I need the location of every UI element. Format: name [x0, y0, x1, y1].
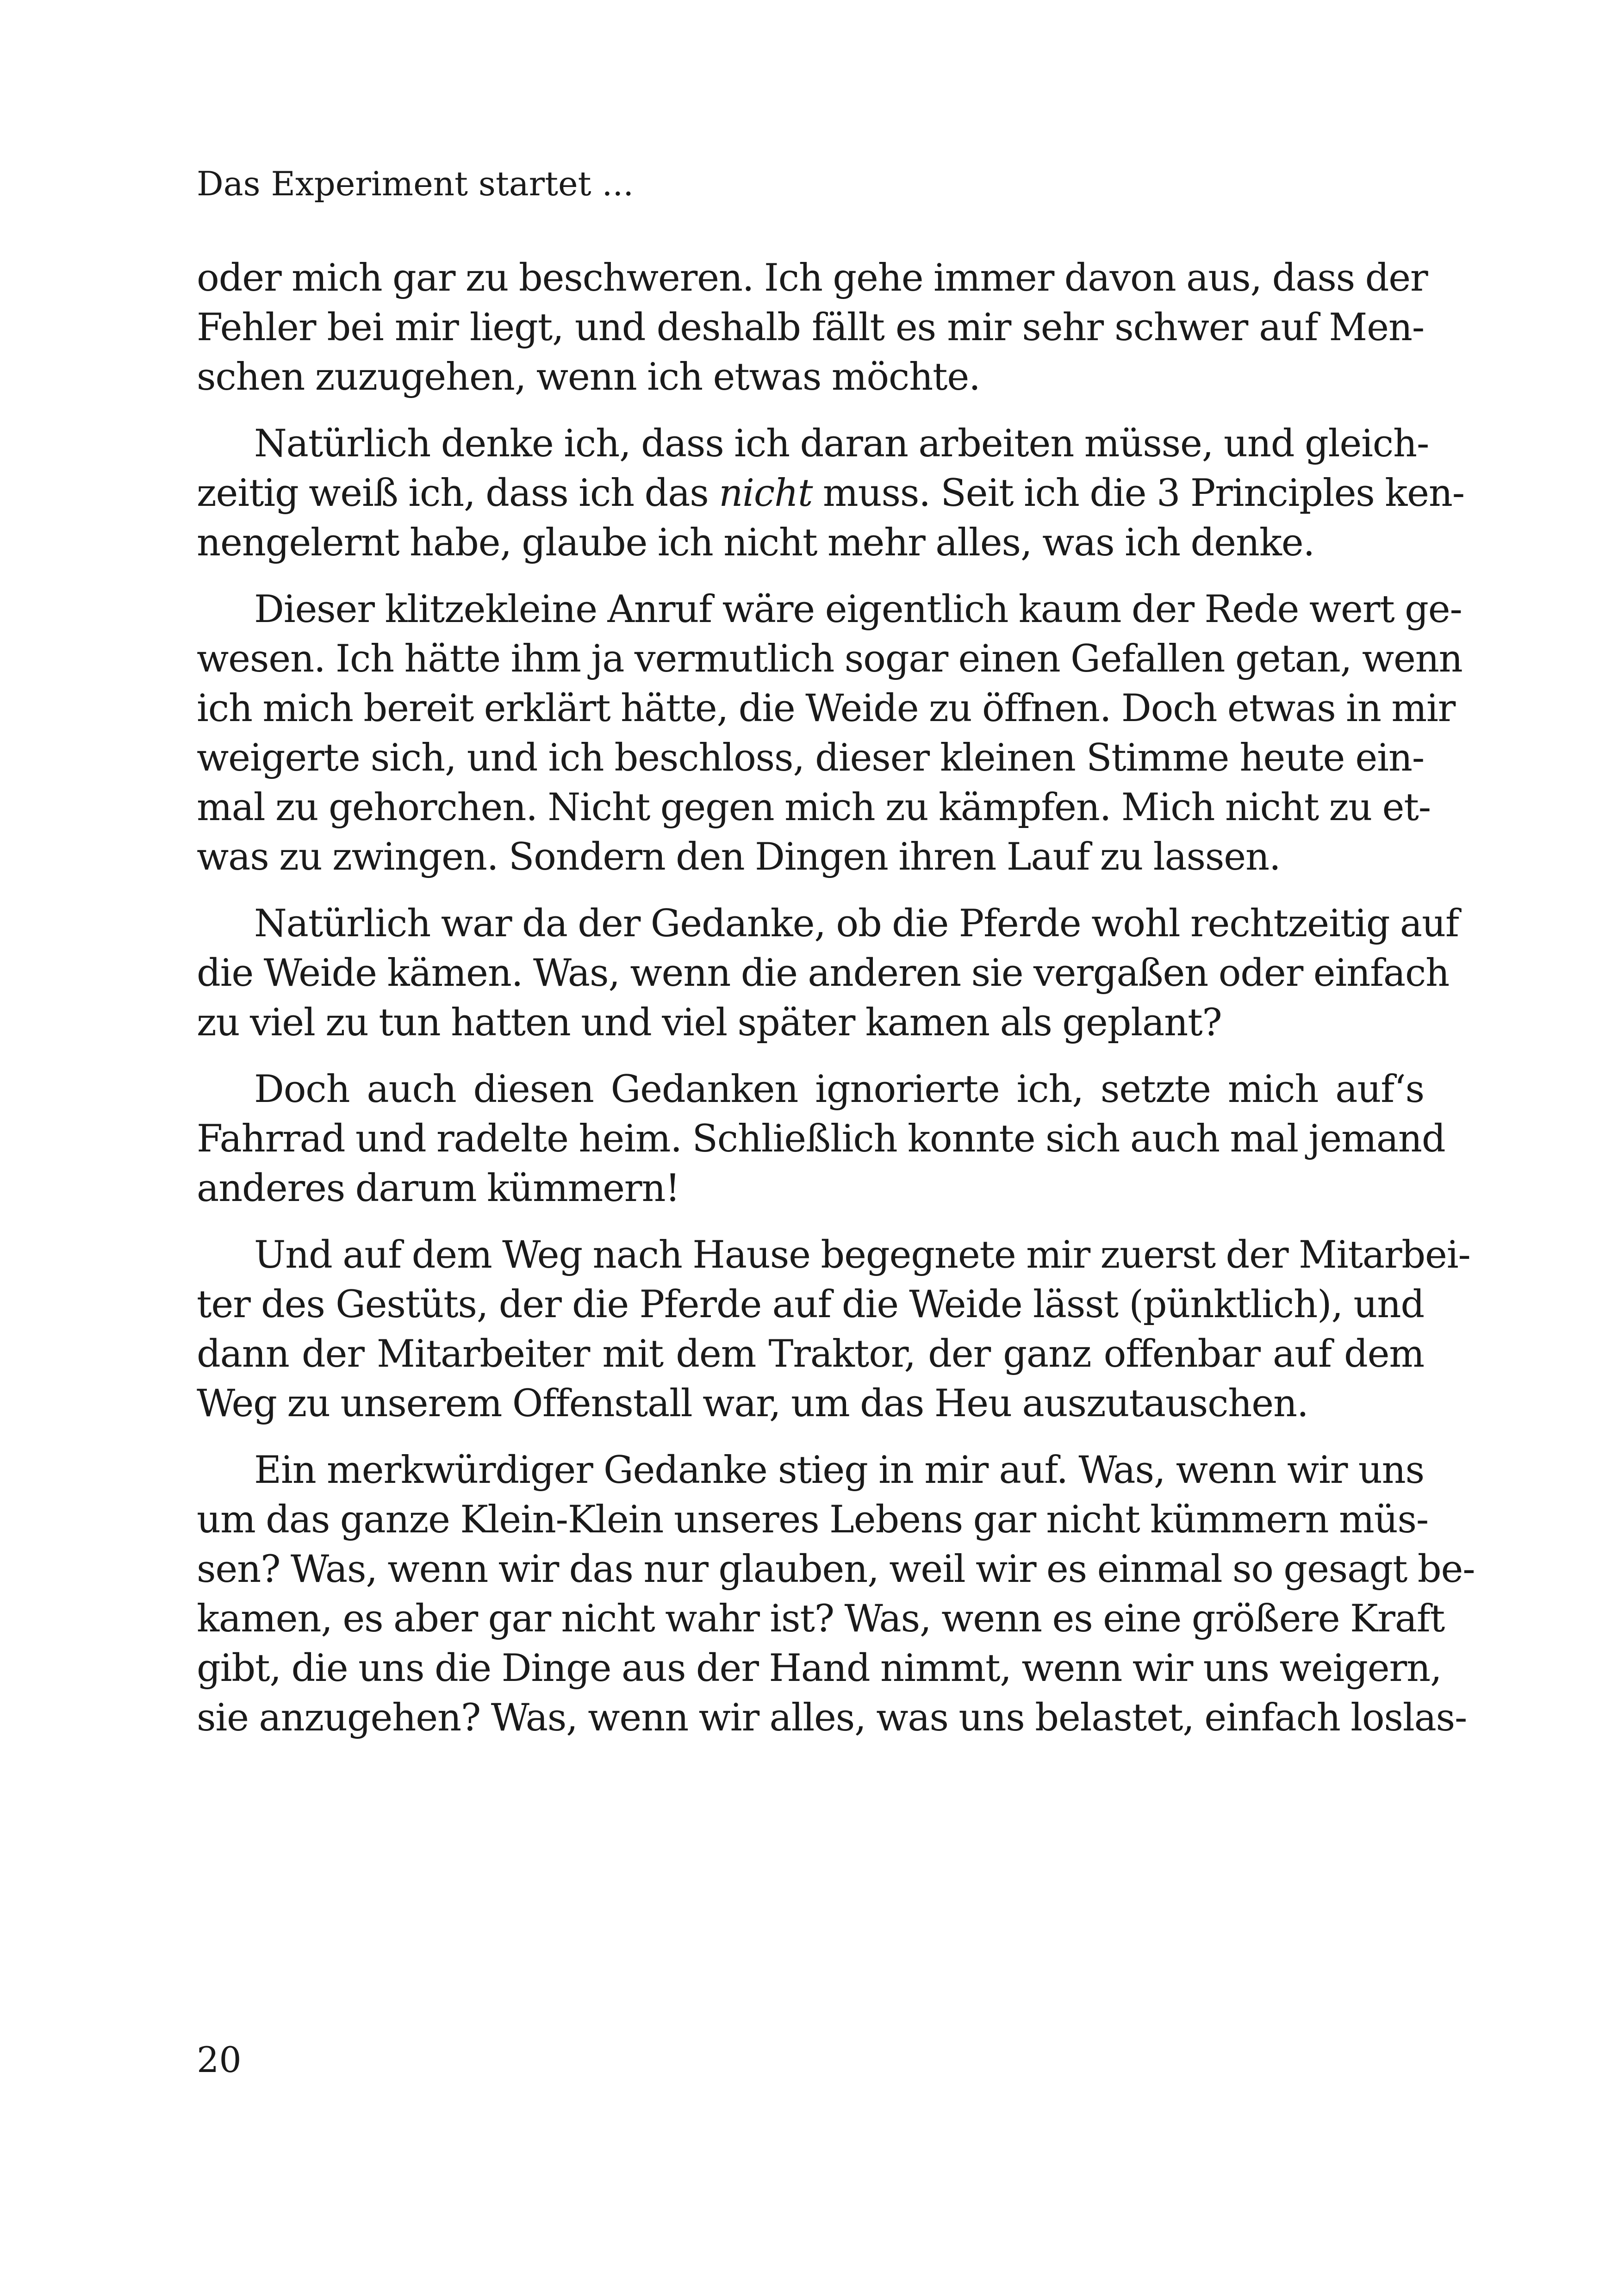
- paragraph-7: [197, 1446, 1475, 1743]
- text-line: Weg zu unserem Offenstall war, um das Heu auszutauschen.: [197, 1382, 1308, 1425]
- text-line: Doch auch diesen Gedanken ignorierte ich, setzte mich auf‘s: [254, 1068, 1424, 1111]
- text-line: oder mich gar zu beschweren. Ich gehe immer davon aus, dass der: [197, 256, 1428, 300]
- text-line: dann der Mitarbeiter mit dem Traktor, der ganz offenbar auf dem: [197, 1332, 1424, 1376]
- text-line-with-emphasis: [197, 469, 1464, 518]
- paragraph-3: [197, 585, 1462, 882]
- running-head: Das Experiment startet ...: [197, 164, 634, 203]
- text-line: ich mich bereit erklärt hätte, die Weide zu öffnen. Doch etwas in mir: [197, 687, 1456, 730]
- text-line: was zu zwingen. Sondern den Dingen ihren Lauf zu lassen.: [197, 835, 1281, 879]
- text-line: mal zu gehorchen. Nicht gegen mich zu kämpfen. Mich nicht zu et-: [197, 786, 1431, 829]
- text-line: weigerte sich, und ich beschloss, dieser kleinen Stimme heute ein-: [197, 736, 1424, 780]
- text-line: Natürlich denke ich, dass ich daran arbeiten müsse, und gleich-: [254, 422, 1429, 466]
- text-line: Ein merkwürdiger Gedanke stieg in mir auf. Was, wenn wir uns: [254, 1449, 1424, 1492]
- text-line: die Weide kämen. Was, wenn die anderen sie vergaßen oder einfach: [197, 952, 1450, 995]
- paragraph-1: [197, 254, 1428, 402]
- paragraph-4: [197, 899, 1459, 1048]
- text-line: Und auf dem Weg nach Hause begegnete mir zuerst der Mitarbei-: [254, 1233, 1470, 1277]
- paragraph-6: [197, 1231, 1470, 1429]
- body-text: [197, 254, 1475, 1760]
- paragraph-2: [197, 419, 1464, 568]
- text-line: gibt, die uns die Dinge aus der Hand nimmt, wenn wir uns weigern,: [197, 1647, 1442, 1690]
- text-line: schen zuzugehen, wenn ich etwas möchte.: [197, 355, 980, 399]
- text-line: kamen, es aber gar nicht wahr ist? Was, wenn es eine größere Kraft: [197, 1597, 1445, 1641]
- text-line: zu viel zu tun hatten und viel später kamen als geplant?: [197, 1001, 1222, 1045]
- emphasis-nicht: nicht: [719, 472, 813, 515]
- text-line: Natürlich war da der Gedanke, ob die Pferde wohl rechtzeitig auf: [254, 902, 1459, 946]
- text-line: Fahrrad und radelte heim. Schließlich konnte sich auch mal jemand: [197, 1117, 1445, 1161]
- text-line: nengelernt habe, glaube ich nicht mehr alles, was ich denke.: [197, 521, 1314, 565]
- text-line: sie anzugehen? Was, wenn wir alles, was uns belastet, einfach loslas-: [197, 1696, 1467, 1740]
- page-number: 20: [197, 2039, 242, 2080]
- text-fragment: muss. Seit ich die 3 Principles ken-: [812, 472, 1464, 515]
- text-line: Fehler bei mir liegt, und deshalb fällt es mir sehr schwer auf Men-: [197, 306, 1424, 349]
- text-line: um das ganze Klein-Klein unseres Lebens gar nicht kümmern müs-: [197, 1498, 1429, 1542]
- paragraph-5: [197, 1065, 1445, 1213]
- text-line: wesen. Ich hätte ihm ja vermutlich sogar einen Gefallen getan, wenn: [197, 637, 1462, 681]
- text-line: ter des Gestüts, der die Pferde auf die Weide lässt (pünktlich), und: [197, 1283, 1424, 1326]
- text-line: anderes darum kümmern!: [197, 1167, 680, 1210]
- text-line: sen? Was, wenn wir das nur glauben, weil wir es einmal so gesagt be-: [197, 1548, 1475, 1591]
- text-line: Dieser klitzekleine Anruf wäre eigentlich kaum der Rede wert ge-: [254, 588, 1462, 631]
- text-fragment: zeitig weiß ich, dass ich das: [197, 472, 719, 515]
